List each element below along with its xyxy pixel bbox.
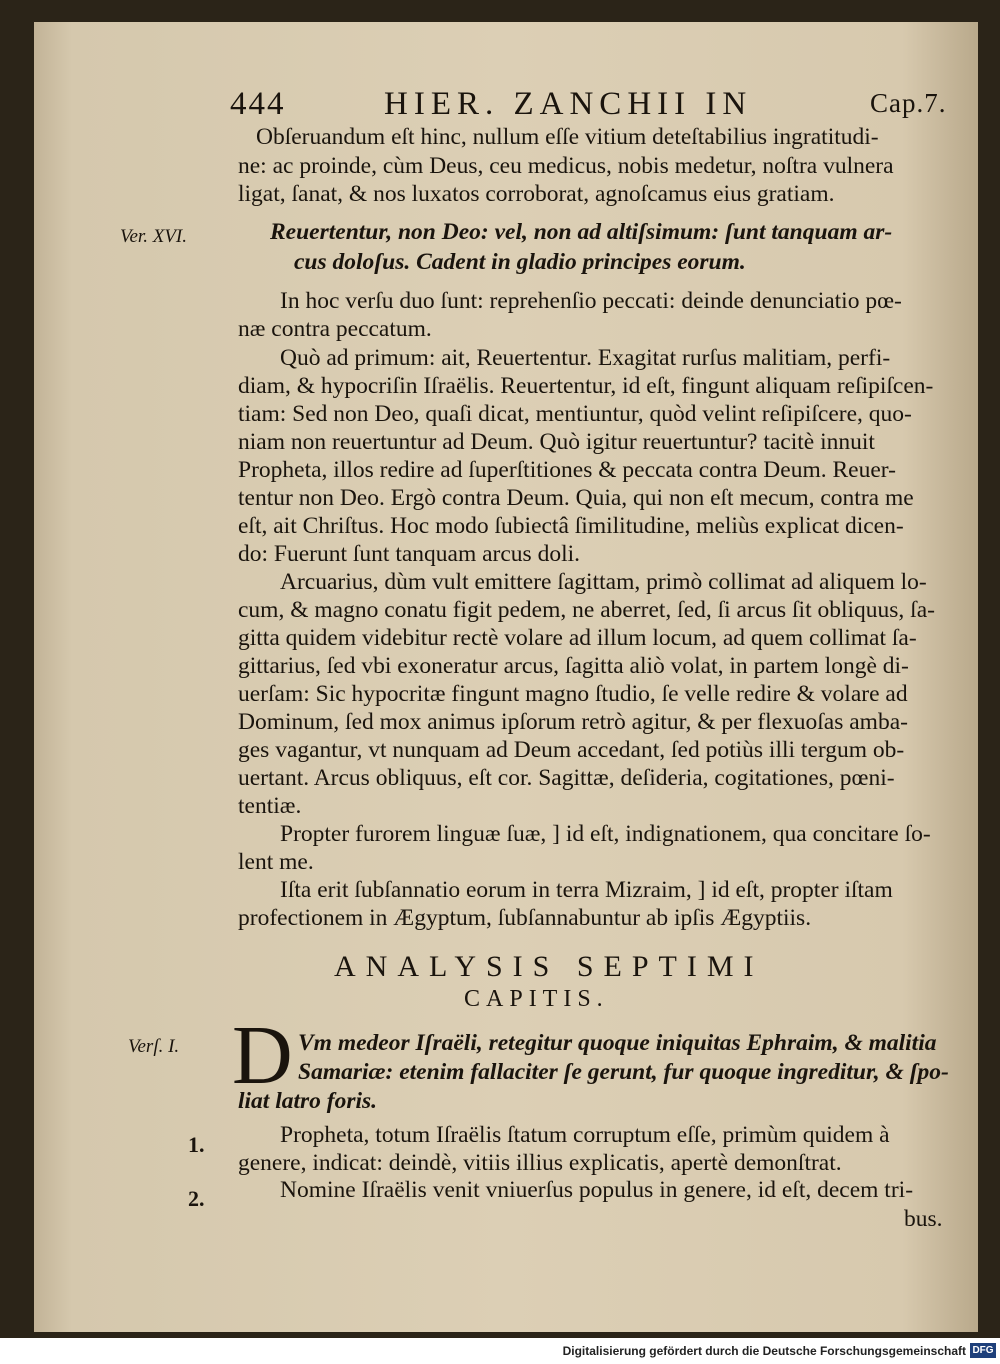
text-line: Obſeruandum eſt hinc, nullum eſſe vitium deteſtabilius ingratitudi- <box>256 124 879 150</box>
text-line: tentur non Deo. Ergò contra Deum. Quia, qui non eſt mecum, contra me <box>238 485 914 511</box>
text-line: gitta quidem videbitur rectè volare ad illum locum, ad quem collimat ſa- <box>238 625 917 651</box>
text-line: eſt, ait Chriſtus. Hoc modo ſubiectâ ſimilitudine, meliùs explicat dicen- <box>238 513 904 539</box>
text-line: Quò ad primum: ait, Reuertentur. Exagitat rurſus malitiam, perfi- <box>280 345 891 371</box>
item-number: 1. <box>188 1132 205 1157</box>
verse-lemma: Samariæ: etenim fallaciter ſe gerunt, fur quoque ingreditur, & ſpo- <box>298 1059 949 1085</box>
verse-lemma: Vm medeor Iſraëli, retegitur quoque iniquitas Ephraim, & malitia <box>298 1030 937 1056</box>
margin-note-verse: Ver. XVI. <box>120 226 188 247</box>
text-line: næ contra peccatum. <box>238 316 432 342</box>
text-line: bus. <box>904 1206 943 1232</box>
text-line: uerſam: Sic hypocritæ fingunt magno ſtudio, ſe velle redire & volare ad <box>238 681 908 707</box>
text-line: Nomine Iſraëlis venit vniuerſus populus in genere, id eſt, decem tri- <box>280 1177 914 1203</box>
text-line: cum, & magno conatu figit pedem, ne aberret, ſed, ſi arcus ſit obliquus, ſa- <box>238 597 935 623</box>
section-heading: ANALYSIS SEPTIMI <box>334 950 764 983</box>
text-line: ne: ac proinde, cùm Deus, ceu medicus, nobis medetur, noſtra vulnera <box>238 153 894 179</box>
text-line: uertant. Arcus obliquus, eſt cor. Sagittæ, deſideria, cogitationes, pœni- <box>238 765 895 791</box>
text-line: Iſta erit ſubſannatio eorum in terra Mizraim, ] id eſt, propter iſtam <box>280 877 893 903</box>
text-line: genere, indicat: deindè, vitiis illius explicatis, apertè demonſtrat. <box>238 1150 842 1176</box>
text-line: do: Fuerunt ſunt tanquam arcus doli. <box>238 541 581 567</box>
text-line: tentiæ. <box>238 793 302 819</box>
text-line: Dominum, ſed mox animus ipſorum retrò agitur, & per flexuoſas amba- <box>238 709 908 735</box>
running-title: HIER. ZANCHII IN <box>384 86 753 122</box>
drop-cap: D <box>232 1009 293 1102</box>
text-line: diam, & hypocriſin Iſraëlis. Reuertentur, id eſt, fingunt aliquam reſipiſcen- <box>238 373 934 399</box>
text-line: gittarius, ſed vbi exoneratur arcus, ſagitta aliò volat, in partem longè di- <box>238 653 909 679</box>
verse-lemma: liat latro foris. <box>238 1088 378 1114</box>
verse-lemma: cus doloſus. Cadent in gladio principes eorum. <box>294 249 746 275</box>
text-line: In hoc verſu duo ſunt: reprehenſio peccati: deinde denunciatio pœ- <box>280 288 902 314</box>
text-line: profectionem in Ægyptum, ſubſannabuntur ab ipſis Ægyptiis. <box>238 905 812 931</box>
text-line: ligat, ſanat, & nos luxatos corroborat, agnoſcamus eius gratiam. <box>238 181 835 207</box>
text-line: ges vagantur, vt nunquam ad Deum accedant, ſed potiùs illi tergum ob- <box>238 737 905 763</box>
text-line: lent me. <box>238 849 314 875</box>
text-line: Arcuarius, dùm vult emittere ſagittam, primò collimat ad aliquem lo- <box>280 569 927 595</box>
footer-credit: Digitalisierung gefördert durch die Deutsche Forschungsgemeinschaft <box>562 1344 966 1358</box>
item-number: 2. <box>188 1186 205 1211</box>
text-line: Propter furorem linguæ ſuæ, ] id eſt, indignationem, qua concitare ſo- <box>280 821 931 847</box>
text-line: Propheta, totum Iſraëlis ſtatum corruptum eſſe, primùm quidem à <box>280 1122 890 1148</box>
margin-note-verse: Verſ. I. <box>128 1036 180 1057</box>
section-subheading: CAPITIS. <box>464 986 609 1012</box>
verse-lemma: Reuertentur, non Deo: vel, non ad altiſsimum: ſunt tanquam ar- <box>270 219 893 245</box>
text-line: Propheta, illos redire ad ſuperſtitiones & peccata contra Deum. Reuer- <box>238 457 896 483</box>
text-line: niam non reuertuntur ad Deum. Quò igitur reuertuntur? tacitè innuit <box>238 429 875 455</box>
dfg-logo: DFG <box>970 1343 996 1358</box>
text-line: tiam: Sed non Deo, quaſi dicat, mentiuntur, quòd velint reſipiſcere, quo- <box>238 401 912 427</box>
page-number: 444 <box>230 86 286 122</box>
chapter-label: Cap.7. <box>870 88 947 118</box>
book-page <box>34 22 978 1332</box>
footer-bar <box>0 1338 1000 1364</box>
